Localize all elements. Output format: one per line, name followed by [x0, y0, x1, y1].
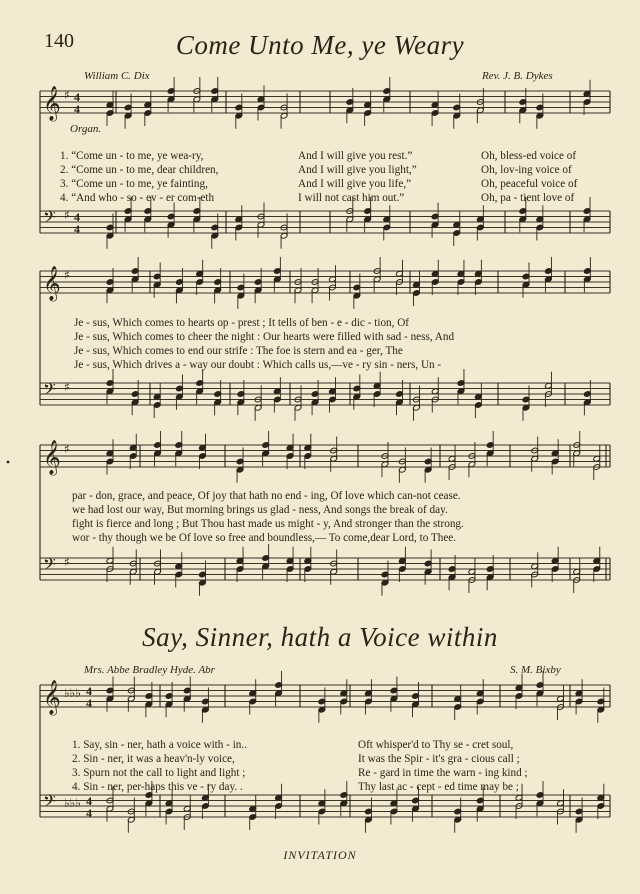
treble-clef: 𝄞	[43, 440, 61, 475]
key-signature: ♯	[64, 88, 70, 102]
key-signature: ♯	[64, 442, 70, 456]
lyric-verse4-part3: Oh, pa - tient love of	[481, 192, 575, 204]
lyric-verse1-part3: Oh, bless-ed voice of	[481, 150, 577, 162]
lyric-verse4-part2: I will not cast him out.”	[298, 192, 405, 204]
organ-label: Organ.	[70, 123, 102, 135]
treble-clef: 𝄞	[43, 86, 61, 121]
lyric-verse3-part3: Oh, peaceful voice of	[481, 178, 578, 190]
key-signature: ♯	[64, 380, 70, 394]
treble-clef: 𝄞	[43, 266, 61, 301]
hymn1-music-credit: Rev. J. B. Dykes	[482, 70, 553, 82]
key-signature: ♯	[64, 208, 70, 222]
page-number: 140	[44, 30, 74, 52]
treble-staff	[40, 445, 610, 467]
lyric-verse2-part2: And I will give you light,”	[298, 164, 417, 176]
lyric-line: Je - sus, Which comes to end our strife : The foe is stern and ea - ger, The	[74, 345, 403, 357]
hymn2-music-credit: S. M. Bixby	[510, 664, 561, 676]
bass-clef: 𝄢	[43, 791, 56, 815]
lyric-verse1-part2: And I will give you rest.”	[298, 150, 413, 162]
lyric-line: wor - thy though we be Of love so free and boundless,— To come,dear Lord, to Thee.	[72, 532, 457, 544]
time-signature: 4	[86, 696, 92, 710]
treble-clef: 𝄞	[43, 680, 61, 715]
time-signature: 4	[86, 794, 92, 808]
lyric-verse3-part2: And I will give you life,”	[298, 178, 412, 190]
time-signature: 4	[86, 684, 92, 698]
key-signature: ♯	[64, 555, 70, 569]
hymn1-words-credit: William C. Dix	[84, 70, 150, 82]
lyric-verse2-part1: 2. Sin - ner, it was a heav'n-ly voice,	[72, 753, 235, 765]
lyric-line: Je - sus, Which comes to cheer the night : Our hearts were filled with sad - ness, And	[74, 331, 455, 343]
lyric-verse3-part1: 3. “Come un - to me, ye fainting,	[60, 178, 208, 190]
bass-clef: 𝄢	[43, 554, 56, 578]
lyric-verse1-part2: Oft whisper'd to Thy se - cret soul,	[358, 739, 514, 751]
lyric-line: Je - sus, Which comes to hearts op - prest ; It tells of ben - e - dic - tion, Of	[74, 317, 410, 329]
time-signature: 4	[74, 102, 80, 116]
lyric-line: Je - sus, Which drives a - way our doubt : Which calls us,—ve - ry sin - ners, Un -	[74, 359, 442, 371]
lyric-line: fight is fierce and long ; But Thou hast made us might - y, And stronger than the strong.	[72, 518, 464, 530]
hymn2-words-credit: Mrs. Abbe Bradley Hyde. Abr	[84, 664, 215, 676]
lyric-verse2-part1: 2. “Come un - to me, dear children,	[60, 164, 219, 176]
lyric-verse2-part3: Oh, lov-ing voice of	[481, 164, 572, 176]
bass-clef: 𝄢	[43, 379, 56, 403]
hymn1-title: Come Unto Me, ye Weary	[175, 30, 465, 60]
lyric-line: par - don, grace, and peace, Of joy that hath no end - ing, Of love which can-not cease.	[72, 490, 461, 502]
lyric-line: we had lost our way, But morning brings us glad - ness, And songs the break of day.	[72, 504, 448, 516]
key-signature: ♭♭♭	[64, 686, 81, 700]
margin-dot	[7, 461, 10, 464]
lyric-verse4-part1: 4. Sin - ner, per-haps this ve - ry day. .	[72, 781, 243, 793]
lyric-verse2-part2: It was the Spir - it's gra - cious call ;	[358, 753, 520, 765]
time-signature: 4	[86, 806, 92, 820]
key-signature: ♯	[64, 268, 70, 282]
lyric-verse3-part2: Re - gard in time the warn - ing kind ;	[358, 767, 528, 779]
time-signature: 4	[74, 222, 80, 236]
page-footer: INVITATION	[283, 848, 357, 862]
lyric-verse4-part1: 4. “And who - so - ev - er com-eth	[60, 192, 215, 204]
lyric-verse1-part1: 1. Say, sin - ner, hath a voice with - in..	[72, 739, 247, 751]
hymn2-title: Say, Sinner, hath a Voice within	[142, 622, 498, 652]
bass-staff	[40, 558, 610, 580]
key-signature: ♭♭♭	[64, 796, 81, 810]
bass-clef: 𝄢	[43, 207, 56, 231]
time-signature: 4	[74, 210, 80, 224]
lyric-verse1-part1: 1. “Come un - to me, ye wea-ry,	[60, 150, 204, 162]
lyric-verse3-part1: 3. Spurn not the call to light and light ;	[72, 767, 246, 779]
time-signature: 4	[74, 90, 80, 104]
lyric-verse4-part2: Thy last ac - cept - ed time may be ;	[358, 781, 519, 793]
